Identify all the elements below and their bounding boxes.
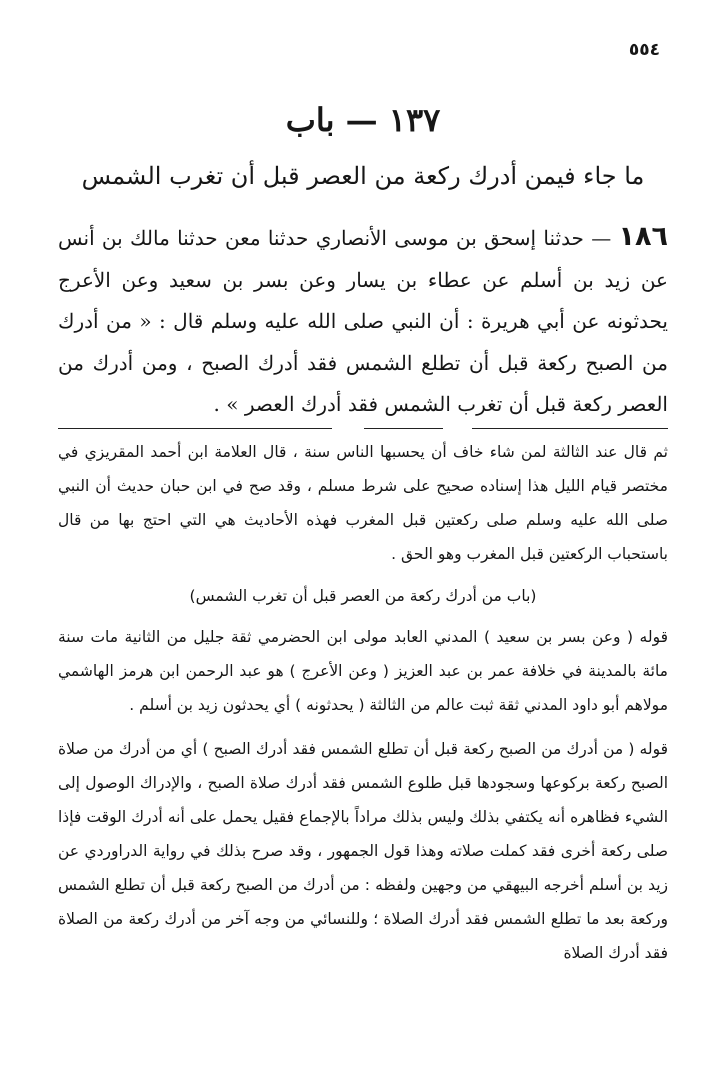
footnote-divider-right [472,428,668,429]
commentary-note-1: قوله ( وعن بسر بن سعيد ) المدني العابد مولى ابن الحضرمي ثقة جليل من الثانية مات سنة مائة بالمدينة في خلافة عمر بن عبد العزيز ( وعن الأعرج ) هو عبد الرحمن ابن هرمز الهاشمي مولاهم أبو داود المدني ثقة ثبت عالم من الثالثة ( يحدثونه ) أي يحدثون زيد بن أسلم . [58,628,668,714]
chapter-title: ما جاء فيمن أدرك ركعة من العصر قبل أن تغرب الشمس [81,162,645,190]
hadith-number: ١٨٦ [618,221,668,252]
footnote-divider-left [58,428,332,429]
commentary-subchapter-title: (باب من أدرك ركعة من العصر قبل أن تغرب الشمس) [189,587,537,605]
hadith-body: — حدثنا إسحق بن موسى الأنصاري حدثنا معن حدثنا مالك بن أنس عن زيد بن أسلم عن عطاء بن يسار وعن بسر بن سعيد وعن الأعرج يحدثونه عن أبي هريرة : أن النبي صلى الله عليه وسلم قال : « من أدرك من الصبح ركعة قبل أن تطلع الشمس فقد أدرك الصبح ، ومن أدرك من العصر ركعة قبل أن تغرب الشمس فقد أدرك العصر » . [58,226,668,416]
page-number: ٥٥٤ [628,40,660,60]
footnote-divider-middle [364,428,443,429]
chapter-heading: ١٣٧ — باب [285,101,441,139]
commentary [58,435,668,970]
hadith-text [58,216,668,426]
commentary-intro: ثم قال عند الثالثة لمن شاء خاف أن يحسبها الناس سنة ، قال العلامة ابن أحمد المقريزي في مختصر قيام الليل هذا إسناده صحيح على شرط مسلم ، وقد صح في ابن حبان حديث أن النبي صلى الله عليه وسلم صلى ركعتين قبل المغرب فهذه الأحاديث هي التي احتج بها من قال باستحباب الركعتين قبل المغرب وهو الحق . [58,443,668,563]
commentary-note-2: قوله ( من أدرك من الصبح ركعة قبل أن تطلع الشمس فقد أدرك الصبح ) أي من أدرك من صلاة الصبح ركعة بركوعها وسجودها قبل طلوع الشمس فقد أدرك صلاة الصبح ، والإدراك الوصول إلى الشيء فظاهره أنه يكتفي بذلك وليس بذلك مراداً بالإجماع فقيل يحمل على أنه أدرك الوقت فإذا صلى ركعة أخرى فقد كملت صلاته وهذا قول الجمهور ، وقد صرح بذلك في رواية الدراوردي عن زيد بن أسلم أخرجه البيهقي من وجهين ولفظه : من أدرك من الصبح ركعة قبل أن تطلع الشمس وركعة بعد ما تطلع الشمس فقد أدرك الصلاة ؛ وللنسائي من وجه آخر من أدرك ركعة من الصلاة فقد أدرك الصلاة [58,740,668,962]
